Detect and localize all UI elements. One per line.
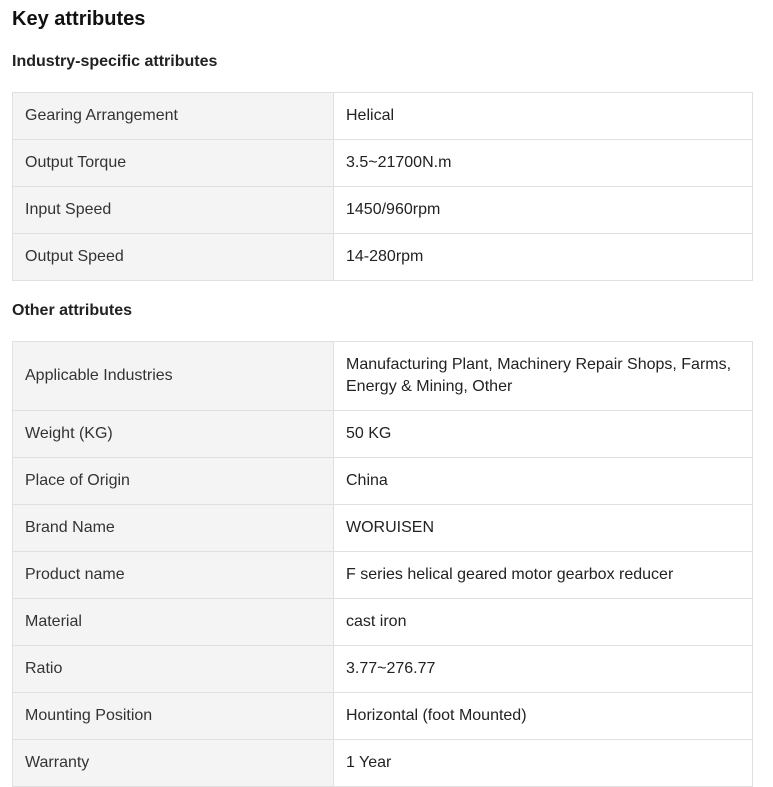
attribute-value: 14-280rpm xyxy=(334,234,753,281)
attribute-row-output-torque xyxy=(13,140,753,187)
attribute-value: Horizontal (foot Mounted) xyxy=(334,693,753,740)
attribute-label: Brand Name xyxy=(13,505,334,552)
attribute-row-mounting-position xyxy=(13,693,753,740)
attribute-value: 1450/960rpm xyxy=(334,187,753,234)
attribute-label: Mounting Position xyxy=(13,693,334,740)
attribute-label: Product name xyxy=(13,552,334,599)
attribute-value: Manufacturing Plant, Machinery Repair Shops, Farms, Energy & Mining, Other xyxy=(334,342,753,411)
attribute-value: 3.5~21700N.m xyxy=(334,140,753,187)
attribute-row-output-speed xyxy=(13,234,753,281)
attribute-label: Ratio xyxy=(13,646,334,693)
attribute-row-input-speed xyxy=(13,187,753,234)
attribute-label: Gearing Arrangement xyxy=(13,93,334,140)
attribute-label: Input Speed xyxy=(13,187,334,234)
attribute-value: 50 KG xyxy=(334,411,753,458)
attribute-label: Weight (KG) xyxy=(13,411,334,458)
attribute-value: Helical xyxy=(334,93,753,140)
industry-attributes-table xyxy=(12,92,753,281)
attribute-value: China xyxy=(334,458,753,505)
attribute-value: WORUISEN xyxy=(334,505,753,552)
attribute-label: Place of Origin xyxy=(13,458,334,505)
attribute-row-warranty xyxy=(13,740,753,787)
attribute-label: Applicable Industries xyxy=(13,342,334,411)
attribute-label: Material xyxy=(13,599,334,646)
attribute-value: cast iron xyxy=(334,599,753,646)
other-attributes-table xyxy=(12,341,753,787)
attribute-row-ratio xyxy=(13,646,753,693)
attribute-value: 1 Year xyxy=(334,740,753,787)
attribute-row-product-name xyxy=(13,552,753,599)
other-attributes-heading: Other attributes xyxy=(12,302,133,319)
page-title: Key attributes xyxy=(12,8,146,30)
attribute-row-gearing-arrangement xyxy=(13,93,753,140)
attribute-row-place-of-origin xyxy=(13,458,753,505)
attribute-row-weight xyxy=(13,411,753,458)
attribute-row-material xyxy=(13,599,753,646)
attribute-label: Output Torque xyxy=(13,140,334,187)
industry-attributes-heading: Industry-specific attributes xyxy=(12,53,218,70)
attribute-label: Warranty xyxy=(13,740,334,787)
attribute-value: 3.77~276.77 xyxy=(334,646,753,693)
attribute-row-applicable-industries xyxy=(13,342,753,411)
attribute-label: Output Speed xyxy=(13,234,334,281)
attribute-value: F series helical geared motor gearbox reducer xyxy=(334,552,753,599)
attribute-row-brand-name xyxy=(13,505,753,552)
